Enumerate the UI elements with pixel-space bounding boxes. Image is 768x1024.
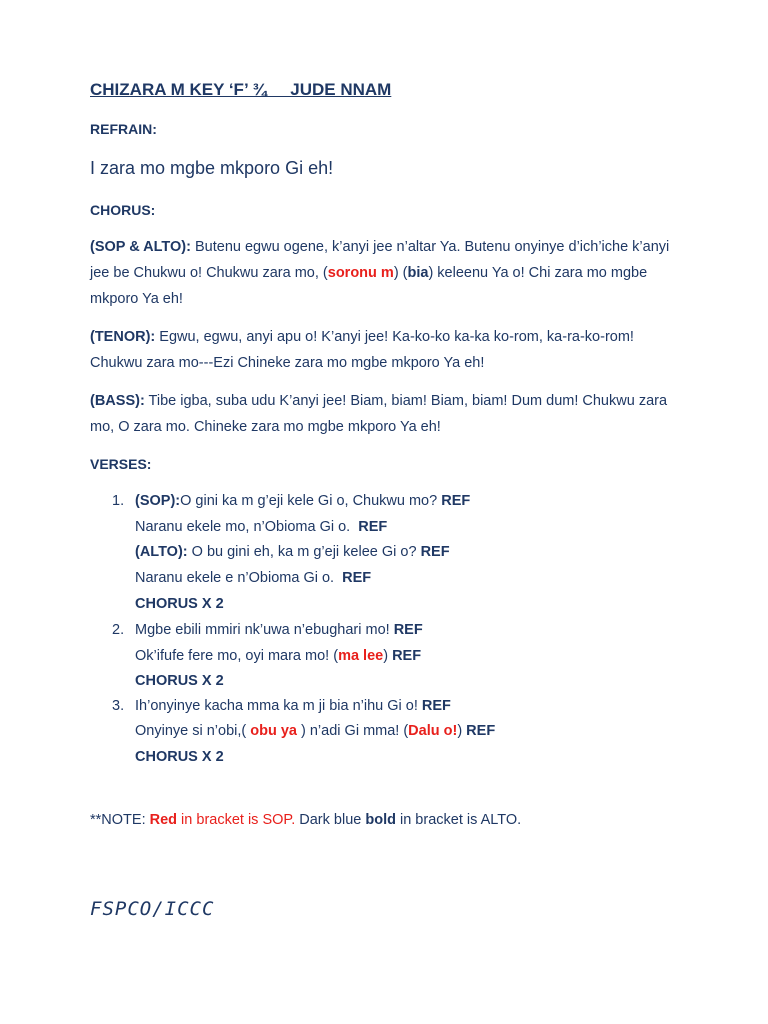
legend-note — [90, 812, 521, 828]
verse-3-red-phrase-2: Dalu o! — [408, 723, 458, 739]
refrain-label: REFRAIN: — [90, 121, 157, 137]
chorus-sop-alto — [90, 234, 690, 312]
note-red-word: Red — [149, 812, 178, 828]
verse-3-line-2-text: Onyinye si n’obi,( — [135, 723, 251, 739]
verse-1-line-4 — [135, 570, 371, 586]
verse-2-number: 2. — [112, 622, 125, 638]
verse-1-number: 1. — [112, 493, 125, 509]
ref-marker: REF — [420, 544, 450, 560]
verse-3-line-2-mid: ) n’adi Gi mma! ( — [296, 723, 409, 739]
verse-1-line-2 — [135, 519, 387, 535]
ref-marker: REF — [342, 570, 372, 586]
note-mid-text: Dark blue — [295, 812, 366, 828]
tenor-label: (TENOR): — [90, 329, 156, 345]
chorus-tenor — [90, 324, 690, 376]
ref-marker: REF — [441, 493, 471, 509]
verse-2-line-1-text: Mgbe ebili mmiri nk’uwa n’ebughari mo! — [135, 622, 394, 638]
verse-2-line-2 — [135, 648, 421, 664]
verse-1-sop-label: (SOP): — [135, 493, 181, 509]
ref-marker: REF — [421, 698, 451, 714]
ref-marker: REF — [393, 622, 423, 638]
verse-2-chorus-repeat: CHORUS X 2 — [135, 673, 224, 689]
chorus-label: CHORUS: — [90, 202, 156, 218]
sop-alto-label: (SOP & ALTO): — [90, 239, 191, 255]
verse-2-line-1 — [135, 622, 423, 638]
sop-alto-text-1: Butenu egwu ogene, k’anyi jee n’altar Ya. Butenu onyinye d’ich’iche k’anyi jee be Chukwu o! Chukwu zara mo, ( — [90, 239, 670, 281]
sop-alto-text-2: ) ( — [393, 265, 408, 281]
verse-1-chorus-repeat: CHORUS X 2 — [135, 596, 224, 612]
footer-signature: FSPCO/ICCC — [90, 898, 215, 920]
ref-marker: REF — [466, 723, 496, 739]
tenor-text: Egwu, egwu, anyi apu o! K’anyi jee! Ka-ko-ko ka-ka ko-rom, ka-ra-ko-rom! Chukwu zara mo---Ezi Chineke zara mo mgbe mkporo Ya eh! — [90, 329, 634, 371]
verse-2-line-2-text: Ok’ifufe fere mo, oyi mara mo! ( — [135, 648, 339, 664]
sop-alto-bold-phrase: bia — [407, 265, 429, 281]
verse-1-alto-label: (ALTO): — [135, 544, 188, 560]
song-title: CHIZARA M KEY ‘F’ ¾ JUDE NNAM — [90, 80, 392, 99]
verse-1-line-1 — [135, 493, 470, 509]
bass-text: Tibe igba, suba udu K’anyi jee! Biam, biam! Biam, biam! Dum dum! Chukwu zara mo, O zara mo. Chineke zara mo mgbe mkporo Ya eh! — [90, 393, 668, 435]
verse-1-line-3 — [135, 544, 450, 560]
verse-3-line-2 — [135, 723, 495, 739]
verses-label: VERSES: — [90, 456, 152, 472]
ref-marker: REF — [358, 519, 388, 535]
ref-marker: REF — [392, 648, 422, 664]
refrain-text: I zara mo mgbe mkporo Gi eh! — [90, 158, 334, 178]
note-red-text: in bracket is SOP. — [177, 812, 296, 828]
verse-3-line-1 — [135, 698, 451, 714]
verse-2-red-phrase: ma lee — [338, 648, 384, 664]
verse-3-chorus-repeat: CHORUS X 2 — [135, 749, 224, 765]
verse-3-line-1-text: Ih’onyinye kacha mma ka m ji bia n’ihu Gi o! — [135, 698, 422, 714]
verse-1-line-3-text: O bu gini eh, ka m g’eji kelee Gi o? — [187, 544, 421, 560]
note-end-text: in bracket is ALTO. — [395, 812, 522, 828]
note-prefix: **NOTE: — [90, 812, 150, 828]
verse-1-line-1-text: O gini ka m g’eji kele Gi o, Chukwu mo? — [180, 493, 442, 509]
verse-2-close-bracket: ) — [383, 648, 393, 664]
verse-3-red-phrase-1: obu ya — [250, 723, 297, 739]
verse-3-number: 3. — [112, 698, 125, 714]
verse-1-line-2-text: Naranu ekele mo, n’Obioma Gi o. — [135, 519, 359, 535]
sop-alto-text-3: ) keleenu Ya o! Chi zara mo mgbe mkporo Ya eh! — [90, 265, 648, 307]
verse-3-close-bracket: ) — [457, 723, 467, 739]
chorus-bass — [90, 388, 690, 440]
note-bold-word: bold — [365, 812, 396, 828]
sop-alto-red-phrase: soronu m — [327, 265, 394, 281]
bass-label: (BASS): — [90, 393, 145, 409]
verse-1-line-4-text: Naranu ekele e n’Obioma Gi o. — [135, 570, 343, 586]
